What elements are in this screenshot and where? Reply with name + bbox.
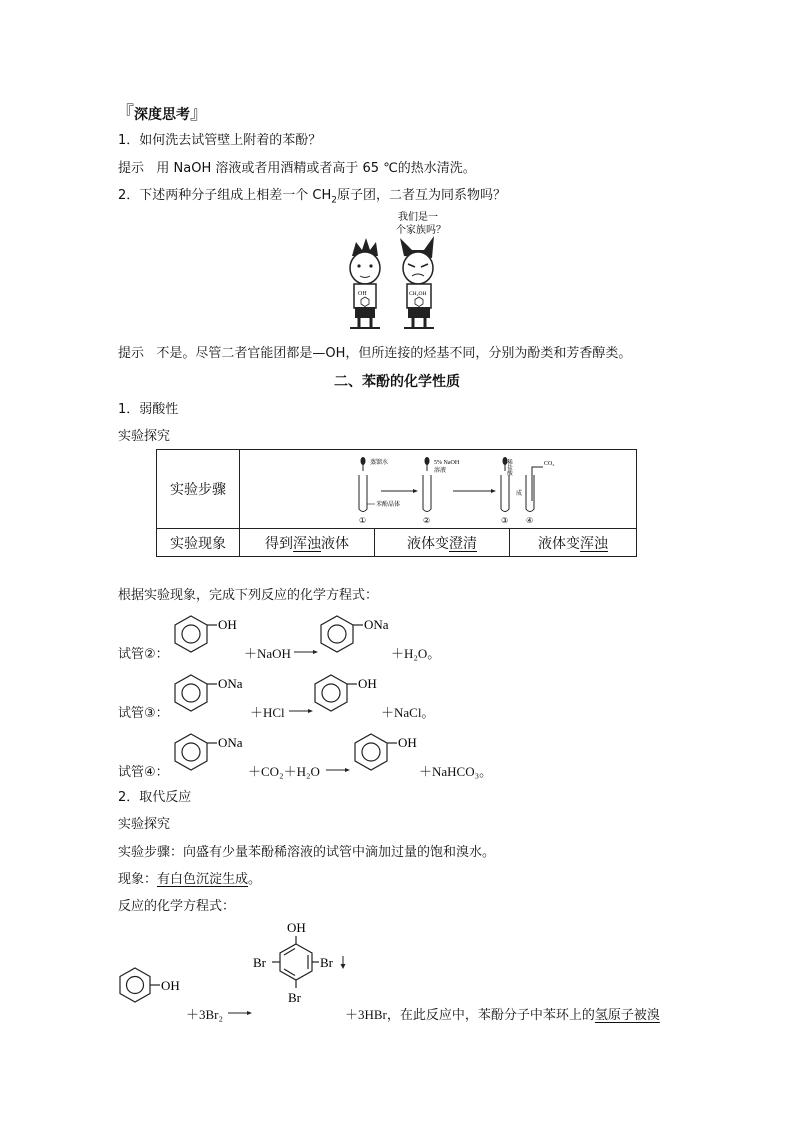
eq4-reactant-group: ONa: [218, 735, 243, 750]
eq3-reagent: ＋HCl: [250, 705, 285, 720]
test-tube-3: [501, 457, 513, 525]
speech-bubble-line-2: 个家族吗？: [396, 225, 446, 236]
tube-number-4: ④: [526, 516, 534, 525]
result-cell-2: 液体变澄清: [375, 529, 510, 557]
eq4-arrow: [326, 766, 350, 774]
eq2-label: 试管②：: [118, 647, 169, 662]
eq3-label: 试管③：: [118, 706, 169, 721]
eq4-product: [350, 730, 428, 780]
tribromophenol-product: [248, 918, 352, 1018]
hint-text: 用 NaOH 溶液或者用酒精或者高于 65 ℃的热水清洗。: [156, 161, 476, 176]
left-shirt-label: OH: [358, 291, 367, 297]
substitution-reagent: ＋3Br₂: [186, 1007, 224, 1022]
substitution-tail: ＋3HBr，在此反应中，苯酚分子中苯环上的氢原子被溴: [345, 1007, 660, 1023]
right-devil-figure: [400, 236, 434, 328]
eq2-arrow: [294, 648, 318, 656]
substitution-heading: 2．取代反应: [118, 790, 192, 805]
substitution-explore-label: 实验探究: [118, 817, 171, 832]
substitution-reactant-phenol: [116, 965, 192, 1011]
substitution-phenomenon: 现象：有白色沉淀生成。: [118, 872, 262, 887]
hint-text-2: 不是。尽管二者官能团都是—OH，但所连接的烃基不同，分别为酚类和芳香醇类。: [156, 346, 632, 361]
eq3-reactant-group: ONa: [218, 676, 243, 691]
eq2-tail: ＋H₂O。: [391, 646, 441, 661]
label-hcl: 稀盐酸: [506, 459, 512, 476]
precipitate-arrow-icon: [341, 956, 346, 969]
left-boy-figure: [350, 238, 380, 328]
eq4-product-group: OH: [398, 735, 417, 750]
eq2-reactant-group: OH: [218, 617, 237, 632]
label-naoh-1: 5% NaOH: [434, 460, 460, 466]
phenomenon-label-cell: 实验现象: [157, 529, 240, 557]
apparatus-diagram: [243, 451, 633, 527]
label-distilled-water: 蒸馏水: [370, 460, 389, 466]
experiment-table: [156, 449, 637, 557]
eq2-product-group: ONa: [364, 617, 389, 632]
eq3-product-group: OH: [358, 676, 377, 691]
product-oh-group: OH: [287, 920, 306, 935]
hint-label-2: 提示: [118, 346, 145, 361]
substitution-answer: 氢原子被溴: [594, 1008, 660, 1023]
eq3-reactant: [170, 671, 254, 721]
section-2-title: 二、苯酚的化学性质: [334, 374, 460, 390]
deep-think-heading: 『深度思考』: [116, 103, 208, 124]
right-shirt-label: CH₂OH: [409, 291, 427, 297]
eq2-product: [316, 612, 396, 662]
eq4-reagent: ＋CO₂＋H₂O: [248, 764, 320, 779]
substitution-eq-intro: 反应的化学方程式：: [118, 899, 236, 914]
eq4-tail: ＋NaHCO₃。: [419, 764, 493, 779]
eq4-reactant: [170, 730, 254, 780]
label-co2: CO₂: [544, 461, 555, 467]
test-tube-4: [526, 461, 554, 525]
eq3-tail: ＋NaCl。: [381, 705, 435, 720]
result-cell-1: 得到浑浊液体: [240, 529, 375, 557]
tube-number-2: ②: [423, 516, 431, 525]
answer-1: [118, 157, 476, 176]
substitution-reactant-group: OH: [161, 978, 180, 993]
question-2: 2．下述两种分子组成上相差一个 $CH_2$原子团，二者互为同系物吗？: [118, 188, 507, 206]
svg-text:成: 成: [516, 491, 523, 497]
product-br-bottom: Br: [288, 990, 301, 1005]
label-phenol-crystal: 苯酚晶体: [376, 502, 401, 508]
product-br-right: Br: [320, 955, 333, 970]
hint-label: 提示: [118, 161, 145, 176]
cartoon-illustration: [330, 206, 460, 332]
eq2-reactant-phenol: [170, 612, 248, 662]
eq2-reagent: ＋NaOH: [244, 646, 291, 661]
equation-intro: 根据实验现象，完成下列反应的化学方程式：: [118, 588, 379, 603]
apparatus-cell: [240, 450, 637, 529]
result-cell-3: 液体变浑浊: [510, 529, 637, 557]
tube-number-1: ①: [359, 516, 367, 525]
product-br-left: Br: [253, 955, 266, 970]
step-label-cell: 实验步骤: [157, 450, 240, 529]
phenomenon-answer: 有白色沉淀生成: [157, 872, 249, 887]
eq3-product: [310, 671, 388, 721]
label-naoh-2: 溶液: [434, 468, 447, 474]
answer-2: [118, 342, 631, 361]
eq4-label: 试管④：: [118, 765, 169, 780]
substitution-steps: 实验步骤：向盛有少量苯酚稀溶液的试管中滴加过量的饱和溴水。: [118, 845, 496, 860]
speech-bubble-line-1: 我们是一: [398, 212, 438, 223]
tube-number-3: ③: [501, 516, 509, 525]
question-1: 1．如何洗去试管壁上附着的苯酚？: [118, 133, 322, 148]
experiment-explore-label: 实验探究: [118, 429, 171, 444]
weak-acid-heading: 1．弱酸性: [118, 402, 179, 417]
